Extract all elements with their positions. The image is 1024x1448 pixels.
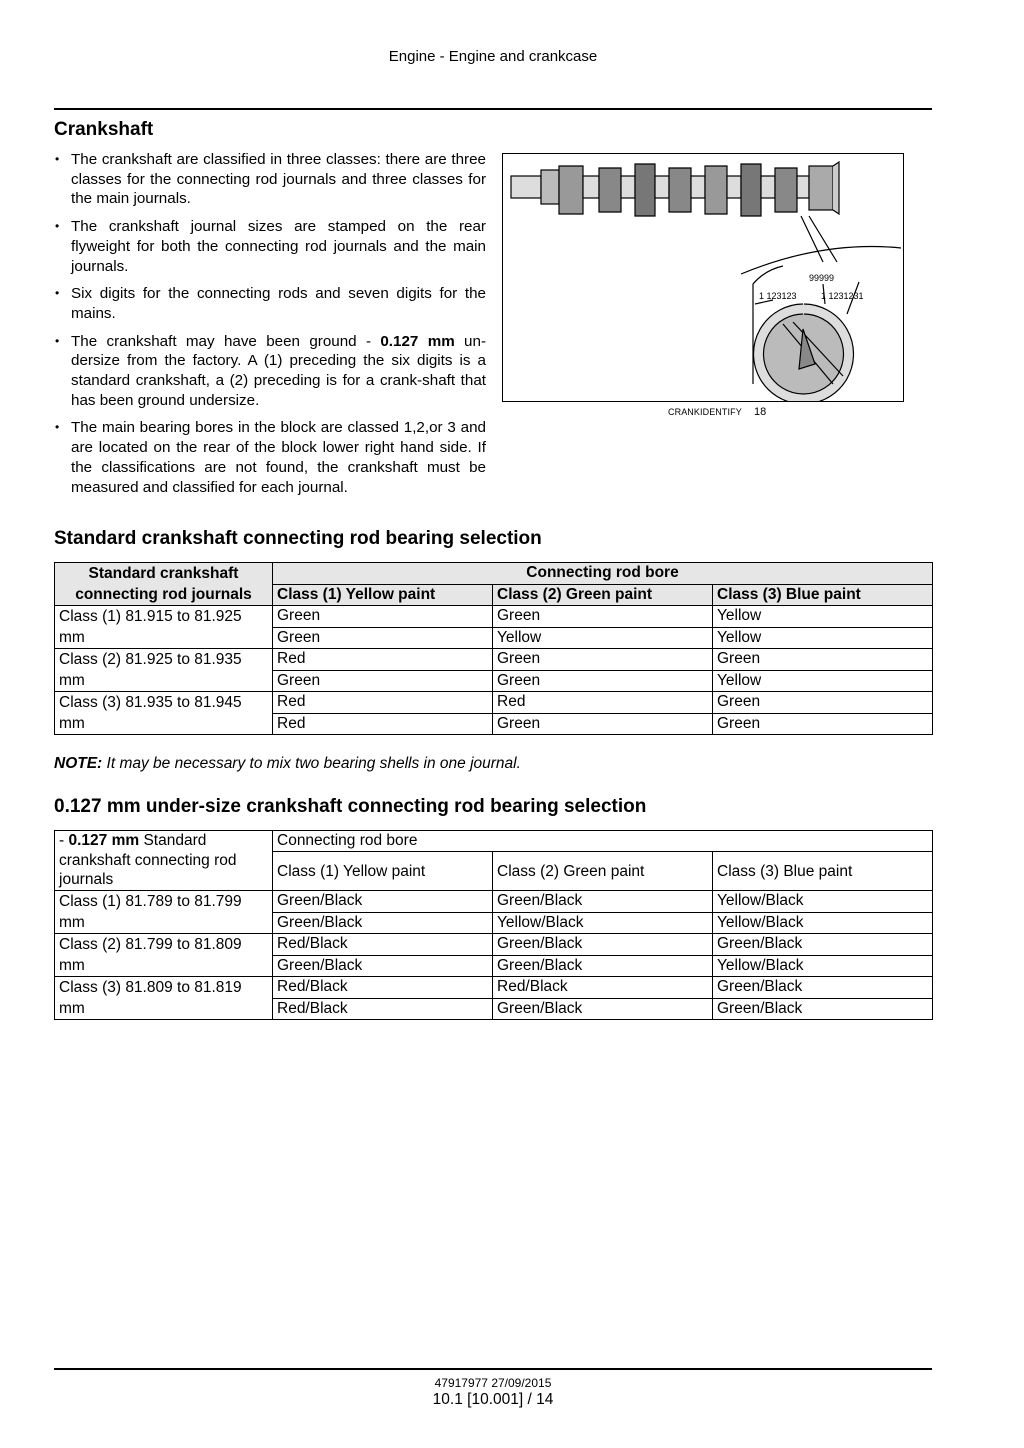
table-row xyxy=(55,891,933,913)
table-cell: Yellow/Black xyxy=(713,912,933,934)
note-text xyxy=(54,755,521,773)
table-cell: Yellow/Black xyxy=(713,955,933,977)
header-rule xyxy=(54,108,932,110)
document-id: 47917977 27/09/2015 xyxy=(434,1376,552,1390)
table-cell: Green/Black xyxy=(713,934,933,956)
table-cell: Red/Black xyxy=(273,977,493,999)
standard-table-heading: Standard crankshaft connecting rod bearing selection xyxy=(54,528,542,549)
row-header-cell xyxy=(55,831,273,891)
table-cell: Green/Black xyxy=(713,998,933,1020)
bullet-item: • The crankshaft journal sizes are stamped on the rear flyweight for both the connecting rod journals and the main journals. xyxy=(54,217,486,276)
column-header: Class (1) Yellow paint xyxy=(273,852,493,891)
class-label-cell: Class (2) 81.799 to 81.809 mm xyxy=(55,934,273,977)
table-cell: Green/Black xyxy=(493,891,713,913)
page-header-title: Engine - Engine and crankcase xyxy=(388,48,598,65)
column-header: Class (1) Yellow paint xyxy=(273,584,493,606)
table-cell: Red/Black xyxy=(493,977,713,999)
table-cell: Red/Black xyxy=(273,998,493,1020)
table-cell: Red xyxy=(273,713,493,735)
row-header-cell: Standard crankshaft connecting rod journals xyxy=(55,563,273,606)
group-header-cell: Connecting rod bore xyxy=(273,563,933,585)
row-header-bold: 0.127 mm xyxy=(68,832,140,849)
table-cell: Green xyxy=(273,606,493,628)
stamp-left-text: 1 123123 xyxy=(759,291,797,301)
class-label-cell: Class (3) 81.935 to 81.945 mm xyxy=(55,692,273,735)
class-label-cell: Class (2) 81.925 to 81.935 mm xyxy=(55,649,273,692)
figure-caption: CRANKIDENTIFY xyxy=(668,407,742,417)
bullet-text: The crankshaft may have been ground - xyxy=(71,332,381,350)
table-cell: Yellow xyxy=(713,670,933,692)
crankshaft-drawing xyxy=(511,162,901,401)
crankshaft-illustration xyxy=(503,154,903,401)
table-header-row xyxy=(55,831,933,852)
column-header: Class (2) Green paint xyxy=(493,584,713,606)
table-cell: Red xyxy=(273,649,493,671)
table-cell: Red/Black xyxy=(273,934,493,956)
undersize-table-heading: 0.127 mm under-size crankshaft connecting rod bearing selection xyxy=(54,796,647,817)
table-cell: Green xyxy=(493,670,713,692)
table-cell: Green xyxy=(493,713,713,735)
table-cell: Green xyxy=(493,606,713,628)
table-cell: Green/Black xyxy=(273,912,493,934)
bullet-item xyxy=(54,332,486,411)
column-header: Class (3) Blue paint xyxy=(713,852,933,891)
table-row xyxy=(55,649,933,671)
table-cell: Yellow xyxy=(713,627,933,649)
stamp-top-text: 99999 xyxy=(809,273,835,283)
footer-rule xyxy=(54,1368,932,1370)
class-label-cell: Class (1) 81.789 to 81.799 mm xyxy=(55,891,273,934)
class-label-cell: Class (3) 81.809 to 81.819 mm xyxy=(55,977,273,1020)
table-cell: Yellow/Black xyxy=(493,912,713,934)
table-cell: Green xyxy=(713,649,933,671)
table-row xyxy=(55,692,933,714)
undersize-value: 0.127 mm xyxy=(380,332,455,350)
column-header: Class (3) Blue paint xyxy=(713,584,933,606)
table-row xyxy=(55,934,933,956)
table-cell: Green xyxy=(713,713,933,735)
column-header: Class (2) Green paint xyxy=(493,852,713,891)
group-header-cell: Connecting rod bore xyxy=(273,831,933,852)
crankshaft-bullet-list xyxy=(54,150,486,505)
table-cell: Yellow xyxy=(713,606,933,628)
table-cell: Green xyxy=(493,649,713,671)
table-cell: Yellow xyxy=(493,627,713,649)
table-cell: Green/Black xyxy=(493,934,713,956)
table-cell: Yellow/Black xyxy=(713,891,933,913)
crankshaft-heading: Crankshaft xyxy=(54,119,154,140)
bullet-item: • The crankshaft are classified in three classes: there are three classes for the connecting rod journals and three classes for the main journals. xyxy=(54,150,486,209)
table-cell: Green/Black xyxy=(273,891,493,913)
table-row xyxy=(55,606,933,628)
table-header-row xyxy=(55,563,933,585)
row-header-prefix: - xyxy=(59,832,69,849)
table-cell: Green/Black xyxy=(493,955,713,977)
table-cell: Red xyxy=(273,692,493,714)
crankshaft-figure xyxy=(502,153,904,402)
table-cell: Green/Black xyxy=(713,977,933,999)
figure-number: 18 xyxy=(754,406,767,418)
table-cell: Green/Black xyxy=(273,955,493,977)
undersize-bearing-table xyxy=(54,830,933,1020)
bullet-item: • The main bearing bores in the block are classed 1,2,or 3 and are located on the rear of the block lower right hand side. If the classifications are not found, the crankshaft must be measured and classified for each journal. xyxy=(54,418,486,497)
bullet-text: un-dersize from the factory. A (1) preceding the six digits is a standard crankshaft, a (2) preceding is for a crank-shaft that has been ground undersize. xyxy=(71,332,487,409)
note-body: It may be necessary to mix two bearing shells in one journal. xyxy=(102,755,521,772)
stamp-right-text: 1 1231231 xyxy=(821,291,864,301)
bullet-item: • Six digits for the connecting rods and seven digits for the mains. xyxy=(54,284,486,323)
table-cell: Red xyxy=(493,692,713,714)
page-reference: 10.1 [10.001] / 14 xyxy=(432,1391,554,1408)
table-cell: Green xyxy=(713,692,933,714)
class-label-cell: Class (1) 81.915 to 81.925 mm xyxy=(55,606,273,649)
note-label: NOTE: xyxy=(54,755,103,772)
table-cell: Green xyxy=(273,670,493,692)
table-cell: Green xyxy=(273,627,493,649)
standard-bearing-table xyxy=(54,562,933,735)
table-row xyxy=(55,977,933,999)
table-cell: Green/Black xyxy=(493,998,713,1020)
row-header-rest: Standard crankshaft connecting rod journals xyxy=(59,832,237,888)
